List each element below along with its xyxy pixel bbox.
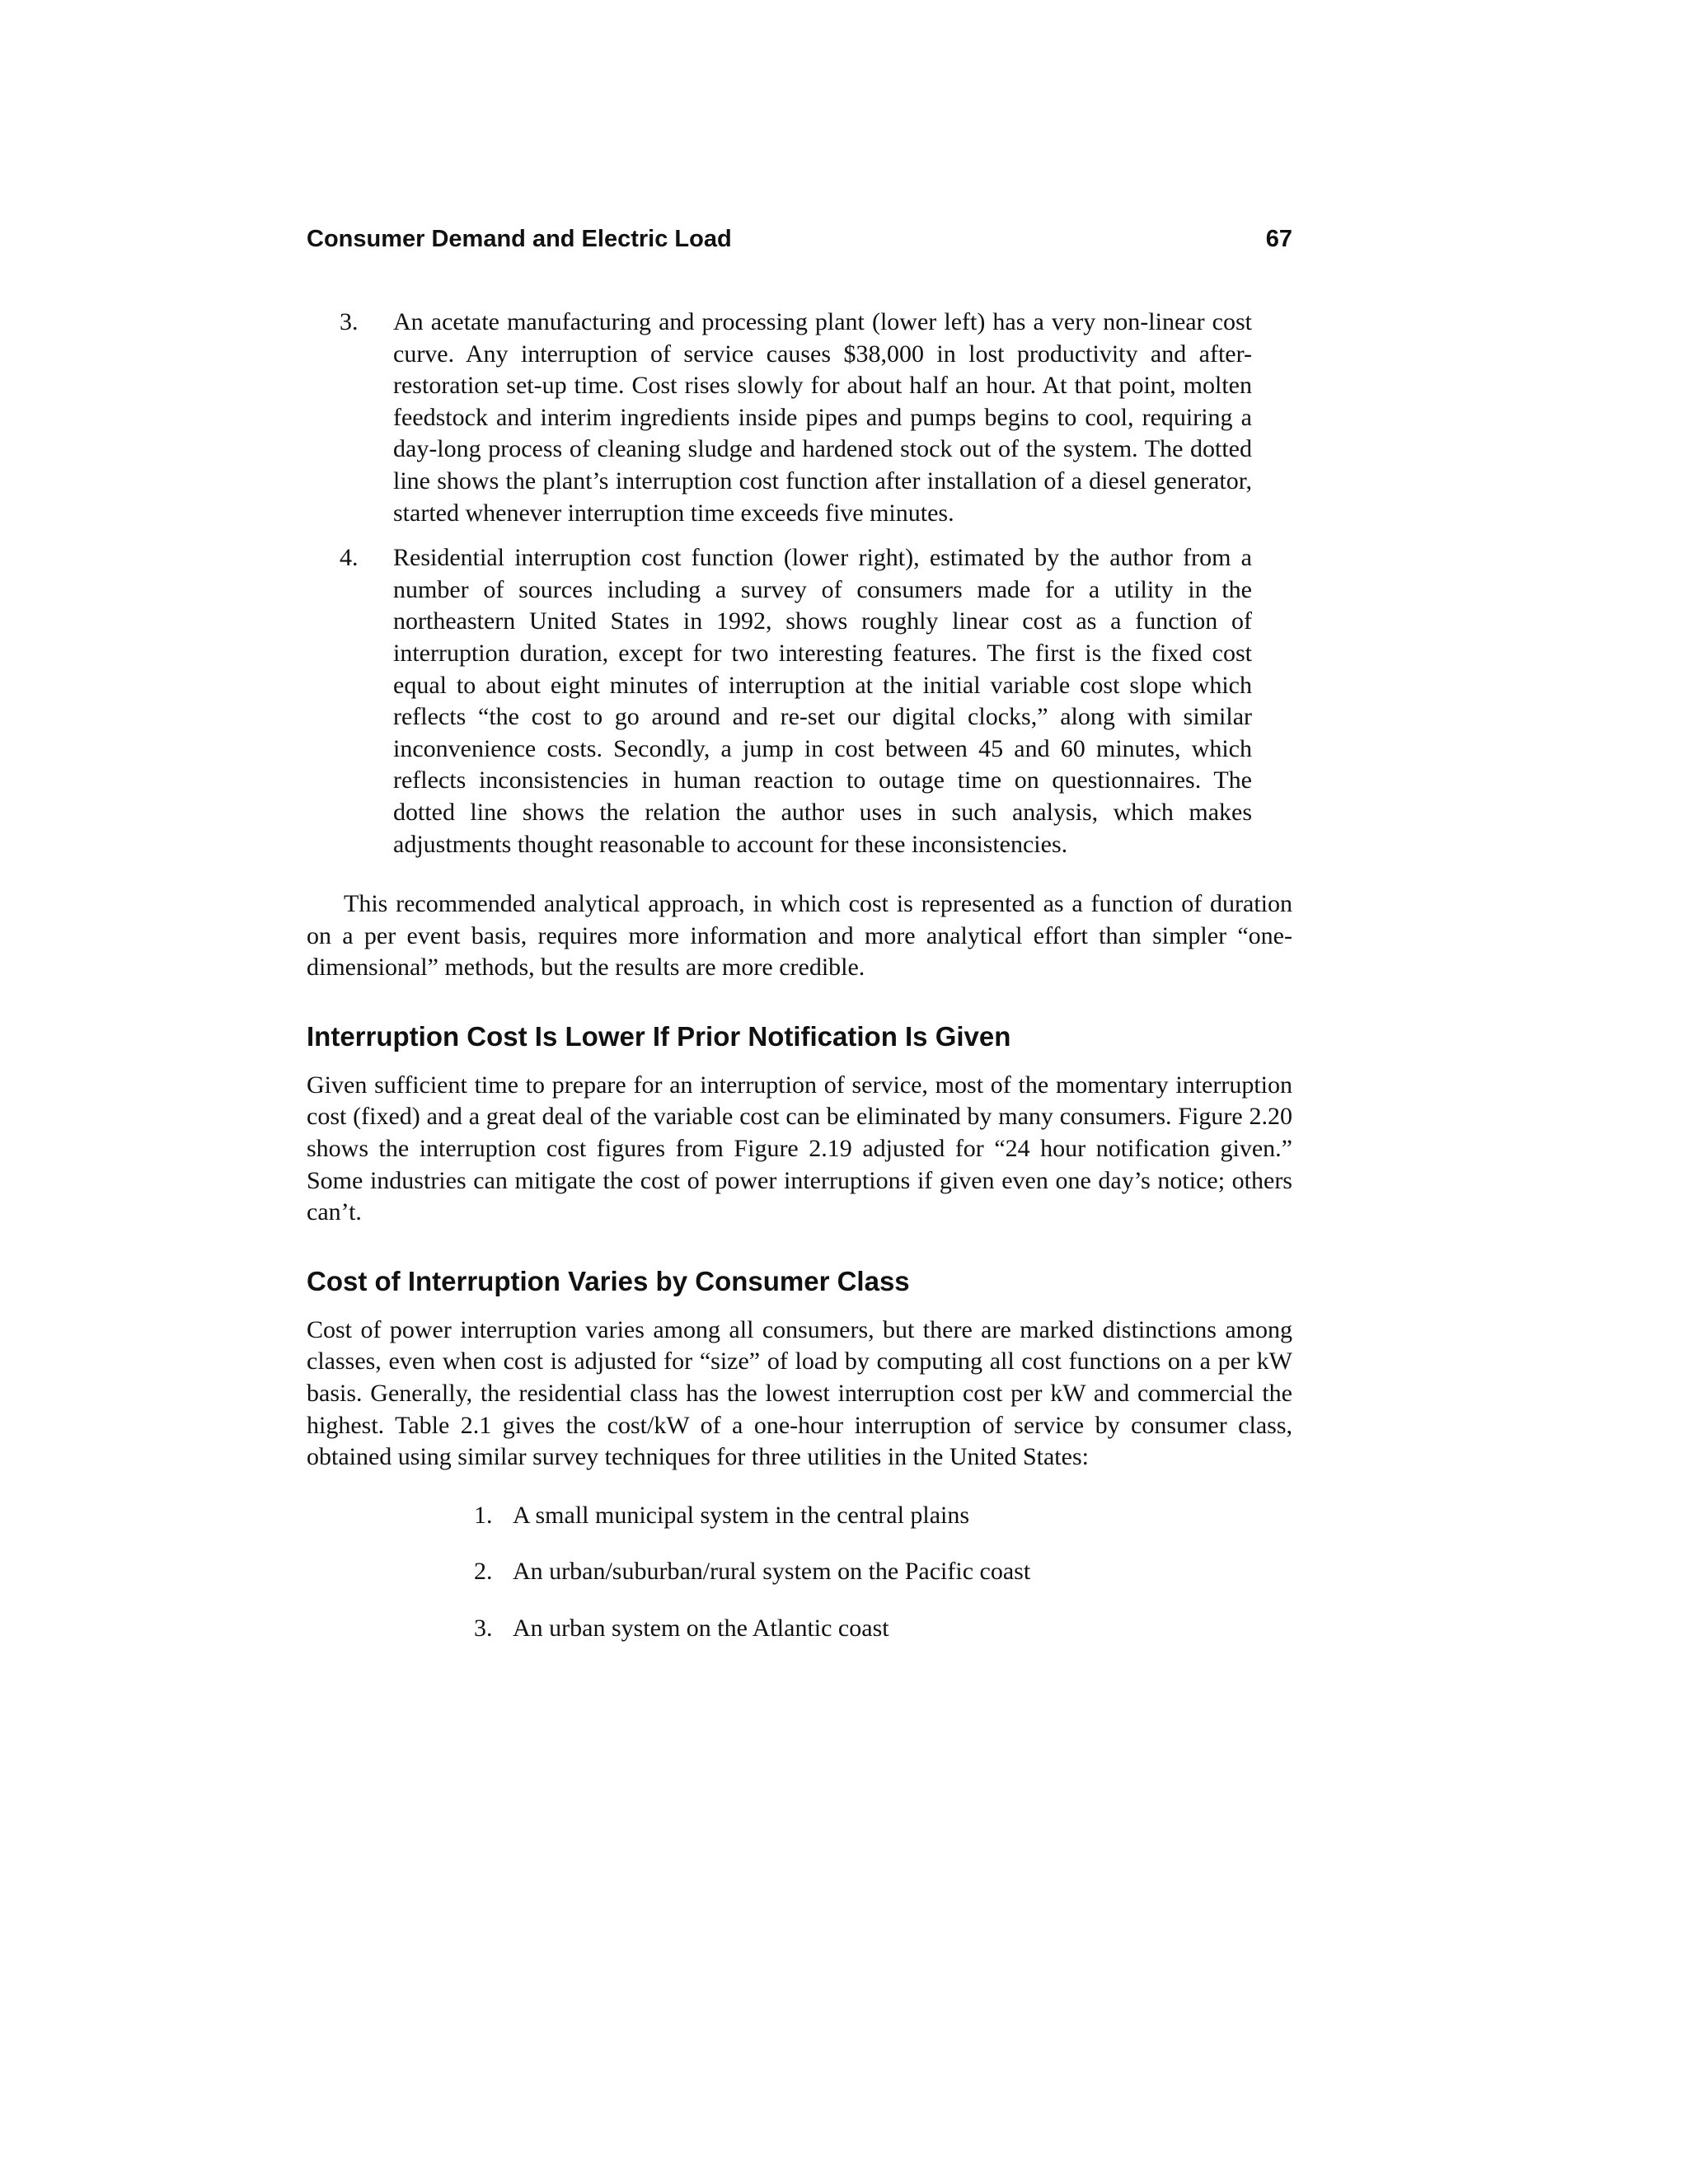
section-heading-consumer-class: Cost of Interruption Varies by Consumer Class: [307, 1265, 910, 1296]
list-item: [307, 1613, 1292, 1645]
numbered-list: [307, 307, 1292, 860]
list-item-text: A small municipal system in the central plains: [513, 1501, 970, 1529]
list-item-number: 1.: [474, 1501, 493, 1529]
running-head: [307, 226, 1292, 253]
paragraph-analytical-approach: This recommended analytical approach, in which cost is represented as a function of duration on a per event basis, requires more information and more analytical effort than simpler “one-dimensional” methods, but the results are more credible.: [307, 890, 1292, 982]
list-item: [307, 307, 1292, 529]
list-item-text: An acetate manufacturing and processing plant (lower left) has a very non-linear cost curve. Any interruption of service causes $38,000 in lost productivity and after-restoration set-up time. Cost rises slowly for about half an hour. At that point, molten feedstock and interim ingredients inside pipes and pumps begins to cool, requiring a day-long process of cleaning sludge and hardened stock out of the system. The dotted line shows the plant’s interruption cost function after installation of a diesel generator, started whenever interruption time exceeds five minutes.: [393, 308, 1252, 527]
running-head-title: Consumer Demand and Electric Load: [307, 226, 732, 252]
body-text: [307, 307, 1292, 1670]
list-item-number: 4.: [340, 544, 359, 572]
list-item-number: 3.: [340, 308, 359, 335]
list-item-text: An urban system on the Atlantic coast: [513, 1615, 889, 1642]
list-item-text: Residential interruption cost function (lower right), estimated by the author from a number of sources including a survey of consumers made for a utility in the northeastern United States in 1992, shows roughly linear cost as a function of interruption duration, except for two interesting features. The first is the fixed cost equal to about eight minutes of interruption at the initial variable cost slope which reflects “the cost to go around and re-set our digital clocks,” along with similar inconvenience costs. Secondly, a jump in cost between 45 and 60 minutes, which reflects inconsistencies in human reaction to outage time on questionnaires. The dotted line shows the relation the author uses in such analysis, which makes adjustments thought reasonable to account for these inconsistencies.: [393, 544, 1252, 858]
paragraph-prior-notification: Given sufficient time to prepare for an interruption of service, most of the momentary interruption cost (fixed) and a great deal of the variable cost can be eliminated by many consumers. Figure 2.20 shows the interruption cost figures from Figure 2.19 adjusted for “24 hour notification given.” Some industries can mitigate the cost of power interruptions if given even one day’s notice; others can’t.: [307, 1071, 1292, 1226]
list-item-text: An urban/suburban/rural system on the Pacific coast: [513, 1558, 1031, 1586]
list-item-number: 3.: [474, 1615, 493, 1642]
section-heading-prior-notification: Interruption Cost Is Lower If Prior Notification Is Given: [307, 1020, 1011, 1052]
paragraph-consumer-class: Cost of power interruption varies among all consumers, but there are marked distinctions among classes, even when cost is adjusted for “size” of load by computing all cost functions on a per kW basis. Generally, the residential class has the lowest interruption cost per kW and commercial the highest. Table 2.1 gives the cost/kW of a one-hour interruption of service by consumer class, obtained using similar survey techniques for three utilities in the United States:: [307, 1315, 1292, 1471]
page-number: 67: [1265, 226, 1292, 252]
list-item-number: 2.: [474, 1558, 493, 1586]
list-item: [307, 1500, 1292, 1532]
utility-list: [307, 1500, 1292, 1645]
list-item: [307, 1556, 1292, 1588]
list-item: [307, 542, 1292, 860]
